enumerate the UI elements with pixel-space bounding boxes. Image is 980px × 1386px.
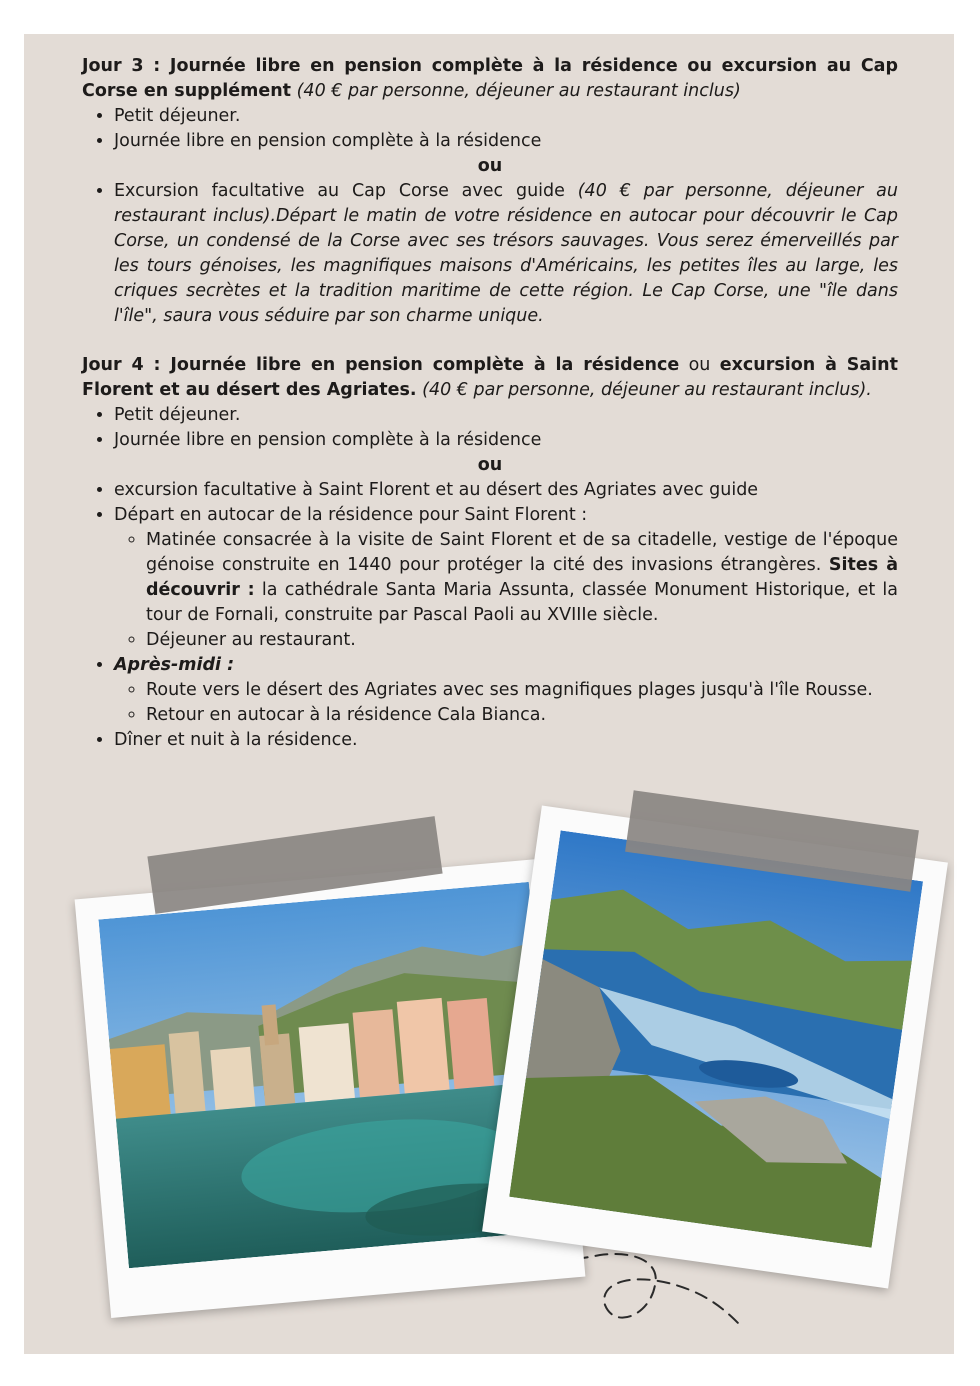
list-item: • excursion facultative à Saint Florent et au désert des Agriates avec guide [114,478,898,503]
list-item: ◦ Matinée consacrée à la visite de Saint Florent et de sa citadelle, vestige de l'époque génoise construite en 1440 pour protéger la cité des invasions étrangères. Sites à découvrir : la cathédrale Santa Maria Assunta, classée Monument Historique, et la tour de Fornali, construite par Pascal Paoli au XVIIIe siècle. [146,528,898,628]
list-item: ◦ Retour en autocar à la résidence Cala Bianca. [146,703,898,728]
day4-heading: Jour 4 : Journée libre en pension complète à la résidence ou excursion à Saint Florent et au désert des Agriates. (40 € par personne, déjeuner au restaurant inclus). [82,355,898,400]
list-item: • Petit déjeuner. [114,104,898,129]
or-separator: ou [477,156,503,176]
list-item: • Journée libre en pension complète à la résidence [114,428,898,453]
list-item: • Après-midi : ◦ Route vers le désert des Agriates avec ses magnifiques plages jusqu'à l'île Rousse. ◦ Retour en autocar à la résidence Cala Bianca. [114,653,898,728]
list-item: • Journée libre en pension complète à la résidence [114,129,898,154]
list-item: ◦ Déjeuner au restaurant. [146,628,898,653]
day3-heading: Jour 3 : Journée libre en pension complète à la résidence ou excursion au Cap Corse en supplément (40 € par personne, déjeuner au restaurant inclus) [82,56,898,101]
or-separator: ou [477,455,503,475]
list-item: • Départ en autocar de la résidence pour Saint Florent : ◦ Matinée consacrée à la visite de Saint Florent et de sa citadelle, vestige de l'époque génoise construite en 1440 pour protéger la cité des invasions étrangères. Sites à découvrir : la cathédrale Santa Maria Assunta, classée Monument Historique, et la tour de Fornali, construite par Pascal Paoli au XVIIIe siècle. ◦ Déjeuner au restaurant. [114,503,898,653]
coast-image [509,830,923,1247]
list-item: • Petit déjeuner. [114,403,898,428]
list-item: • Dîner et nuit à la résidence. [114,728,898,753]
list-item: • Excursion facultative au Cap Corse avec guide (40 € par personne, déjeuner au restaurant inclus).Départ le matin de votre résidence en autocar pour découvrir le Cap Corse, un condensé de la Corse avec ses trésors sauvages. Vous serez émerveillés par les tours génoises, les magnifiques maisons d'Américains, les petites îles au large, les criques secrètes et la tradition maritime de cette région. Le Cap Corse, une "île dans l'île", saura vous séduire par son charme unique. [114,179,898,329]
list-item: ◦ Route vers le désert des Agriates avec ses magnifiques plages jusqu'à l'île Rousse. [146,678,898,703]
